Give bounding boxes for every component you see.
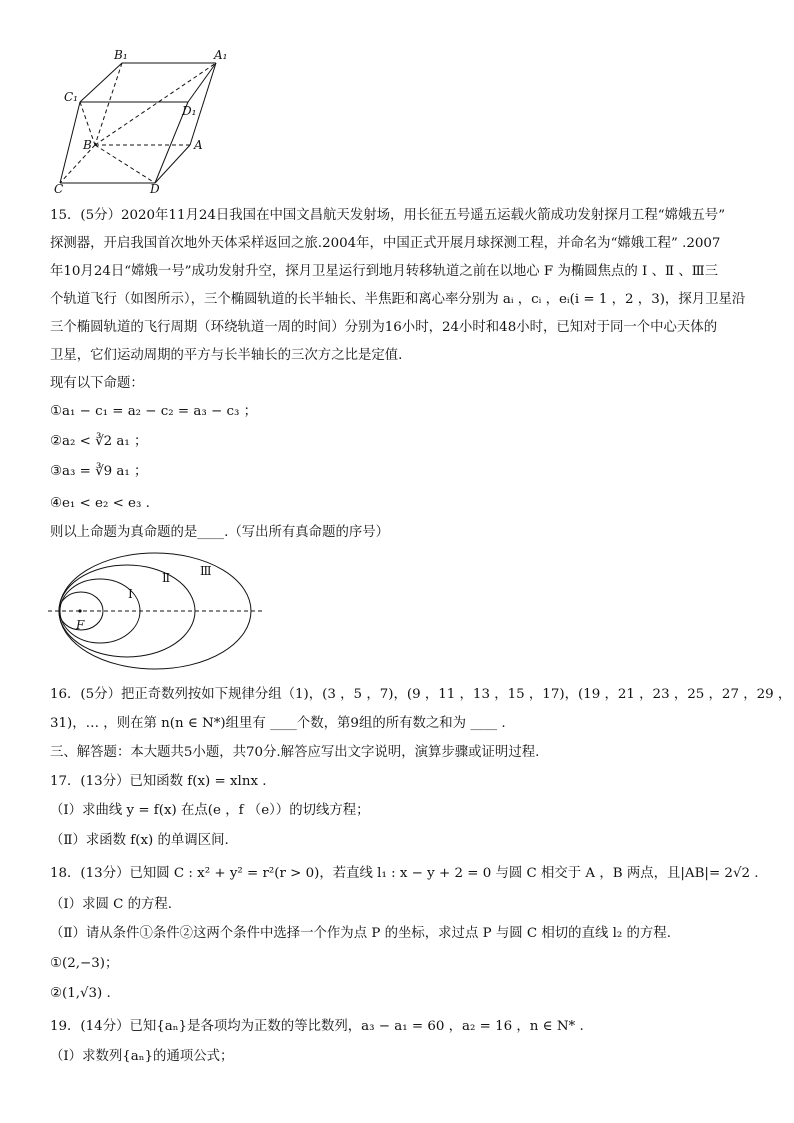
q15-prop-2: ②a₂ < ∛2 a₁ ；	[50, 434, 148, 449]
q17-part-1: （Ⅰ）求曲线 y = f(x) 在点(e ，f （e））的切线方程；	[50, 803, 370, 818]
q15-line-2: 探测器，开启我国首次地外天体采样返回之旅.2004年，中国正式开展月球探测工程，并命名为“嫦娥工程” .2007	[50, 236, 721, 251]
label-C: C	[54, 182, 64, 195]
q15-prop-1: ①a₁ − c₁ = a₂ − c₂ = a₃ − c₃ ；	[50, 404, 257, 419]
q19-part-1: （Ⅰ）求数列{aₙ}的通项公式；	[50, 1049, 234, 1064]
q15-line-4: 个轨道飞行（如图所示），三个椭圆轨道的长半轴长、半焦距和离心率分别为 aᵢ ，cᵢ ，eᵢ(i = 1 ，2 ，3)，探月卫星沿	[50, 292, 746, 307]
q15-line-3: 年10月24日“嫦娥一号”成功发射升空，探月卫星运行到地月转移轨道之前在以地心 F 为椭圆焦点的 Ⅰ 、Ⅱ 、Ⅲ三	[50, 264, 719, 279]
q18-cond-2: ②(1,√3) .	[50, 986, 111, 1001]
orbit-label-I: Ⅰ	[128, 587, 133, 601]
q16-line-1: 16．(5分）把正奇数列按如下规律分组（1)，(3 ，5 ，7)，(9 ，11 ，13 ，15 ，17)，(19 ，21 ，23 ，25 ，27 ，29 ，	[50, 687, 792, 702]
q19-stem: 19．(14分）已知{aₙ}是各项均为正数的等比数列，a₃ − a₁ = 60 ，a₂ = 16 ，n ∈ N* .	[50, 1019, 584, 1034]
label-B1: B₁	[114, 48, 128, 62]
q18-stem: 18．(13分）已知圆 C : x² + y² = r²(r > 0)，若直线 l₁ : x − y + 2 = 0 与圆 C 相交于 A ，B 两点，且|AB|= 2√2 .	[50, 866, 759, 881]
q15-ask: 则以上命题为真命题的是____.（写出所有真命题的序号）	[50, 525, 390, 540]
section-3-heading: 三、解答题：本大题共5小题，共70分.解答应写出文字说明，演算步骤或证明过程.	[50, 745, 540, 760]
label-D: D	[150, 182, 160, 195]
prism-figure	[50, 45, 250, 195]
q17-stem: 17．(13分）已知函数 f(x) = xlnx .	[50, 774, 267, 789]
q15-intro: 现有以下命题：	[50, 376, 144, 391]
q15-prop-4: ④e₁ < e₂ < e₃ .	[50, 496, 150, 511]
orbit-label-II: Ⅱ	[162, 571, 171, 585]
q18-part-2: （Ⅱ）请从条件①条件②这两个条件中选择一个作为点 P 的坐标，求过点 P 与圆 C 相切的直线 l₂ 的方程.	[50, 926, 671, 941]
label-C1: C₁	[64, 90, 78, 104]
orbit-figure	[48, 548, 268, 672]
q15-line-1: 15．(5分）2020年11月24日我国在中国文昌航天发射场，用长征五号遥五运载火箭成功发射探月工程“嫦娥五号”	[50, 208, 726, 223]
q15-line-6: 卫星，它们运动周期的平方与长半轴长的三次方之比是定值.	[50, 348, 403, 363]
q18-part-1: （Ⅰ）求圆 C 的方程.	[50, 897, 173, 912]
orbit-label-F: F	[76, 618, 85, 632]
orbit-label-III: Ⅲ	[200, 564, 212, 578]
q17-part-2: （Ⅱ）求函数 f(x) 的单调区间.	[50, 833, 229, 848]
label-A: A	[194, 138, 203, 152]
q15-prop-3: ③a₃ = ∛9 a₁ ；	[50, 464, 148, 479]
label-B: B	[83, 138, 92, 152]
label-D1: D₁	[182, 104, 197, 118]
label-A1: A₁	[214, 48, 228, 62]
q18-cond-1: ①(2,−3)；	[50, 956, 119, 971]
q15-line-5: 三个椭圆轨道的飞行周期（环绕轨道一周的时间）分别为16小时，24小时和48小时，已知对于同一个中心天体的	[50, 320, 718, 335]
q16-line-2: 31)，… ，则在第 n(n ∈ N*)组里有 ____个数，第9组的所有数之和为 ____ .	[50, 716, 506, 731]
